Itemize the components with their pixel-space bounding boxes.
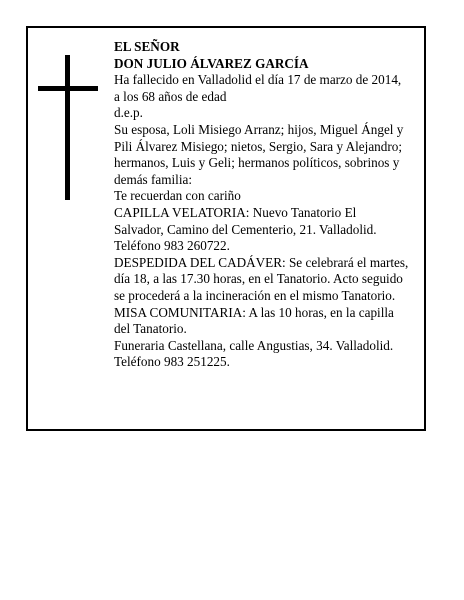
title-line: EL SEÑOR xyxy=(114,39,180,54)
deceased-name: DON JULIO ÁLVAREZ GARCÍA xyxy=(114,55,309,71)
obituary-notice xyxy=(26,26,426,431)
text-line: Teléfono 983 260722. xyxy=(114,238,230,254)
text-line: Funeraria Castellana, calle Angustias, 34. Valladolid. xyxy=(114,337,394,353)
text-line: Teléfono 983 251225. xyxy=(114,354,230,370)
latin-cross-icon xyxy=(38,55,98,200)
text-line: Pili Álvarez Misiego; nietos, Sergio, Sara y Alejandro; xyxy=(114,138,403,154)
cross-vertical-bar xyxy=(65,55,70,200)
text-line: a los 68 años de edad xyxy=(114,88,227,104)
text-line: Su esposa, Loli Misiego Arranz; hijos, Miguel Ángel y xyxy=(114,121,404,137)
text-line: MISA COMUNITARIA: A las 10 horas, en la capilla xyxy=(114,304,394,320)
text-line: se procederá a la incineración en el mismo Tanatorio. xyxy=(114,287,396,303)
text-line: CAPILLA VELATORIA: Nuevo Tanatorio El xyxy=(114,204,357,220)
text-line: DESPEDIDA DEL CADÁVER: Se celebrará el martes, xyxy=(114,254,409,270)
text-line: d.e.p. xyxy=(114,105,143,121)
text-line: Te recuerdan con cariño xyxy=(114,188,241,204)
cross-horizontal-bar xyxy=(38,86,98,91)
text-line: Ha fallecido en Valladolid el día 17 de marzo de 2014, xyxy=(114,72,402,88)
text-line: hermanos, Luis y Geli; hermanos políticos, sobrinos y xyxy=(114,155,400,171)
text-line: Salvador, Camino del Cementerio, 21. Valladolid. xyxy=(114,221,377,237)
text-line: día 18, a las 17.30 horas, en el Tanatorio. Acto seguido xyxy=(114,271,403,287)
text-line: del Tanatorio. xyxy=(114,321,187,337)
text-line: demás familia: xyxy=(114,171,192,187)
obituary-text xyxy=(114,39,419,371)
